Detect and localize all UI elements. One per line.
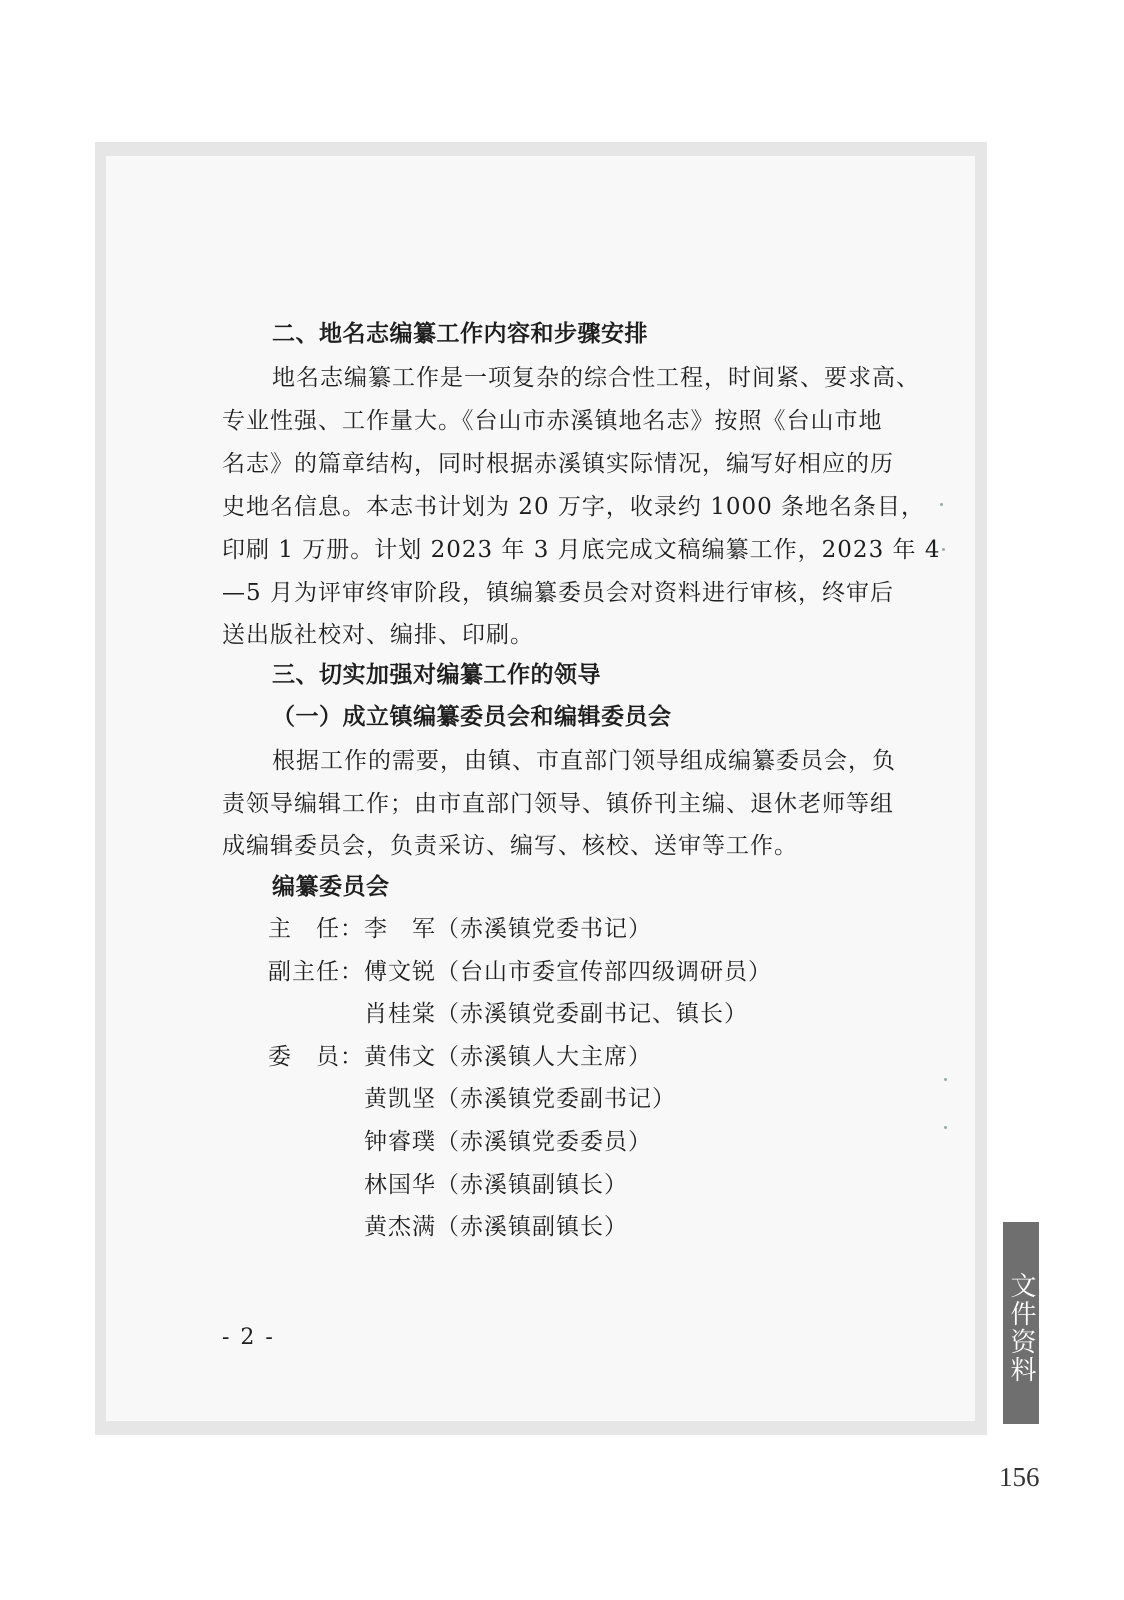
- scan-speck: [944, 1126, 947, 1129]
- member-label: 委 员：: [268, 1044, 364, 1070]
- scan-speck: [944, 1078, 947, 1081]
- page-number: - 2 -: [222, 1325, 275, 1350]
- section2-line-1: 地名志编纂工作是一项复杂的综合性工程，时间紧、要求高、: [272, 365, 920, 391]
- committee-title: 编纂委员会: [272, 874, 390, 900]
- scan-speck: [940, 503, 943, 506]
- section3-line-2: 责领导编辑工作；由市直部门领导、镇侨刊主编、退休老师等组: [222, 791, 894, 817]
- member-entry-5: 黄杰满（赤溪镇副镇长）: [364, 1214, 628, 1240]
- section2-line-7: 送出版社校对、编排、印刷。: [222, 622, 534, 648]
- deputy-label: 副主任：: [268, 959, 364, 985]
- deputy-entry-1: 傅文锐（台山市委宣传部四级调研员）: [364, 959, 772, 985]
- section2-heading: 二、地名志编纂工作内容和步骤安排: [272, 321, 648, 347]
- section2-line-5: 印刷 1 万册。计划 2023 年 3 月底完成文稿编纂工作，2023 年 4: [222, 537, 941, 563]
- section2-line-3: 名志》的篇章结构，同时根据赤溪镇实际情况，编写好相应的历: [222, 451, 894, 477]
- section3-line-1: 根据工作的需要，由镇、市直部门领导组成编纂委员会，负: [272, 748, 896, 774]
- folio-number: 156: [999, 1462, 1040, 1492]
- member-entry-4: 林国华（赤溪镇副镇长）: [364, 1172, 628, 1198]
- deputy-entry-2: 肖桂棠（赤溪镇党委副书记、镇长）: [364, 1001, 748, 1027]
- section2-line-2: 专业性强、工作量大。《台山市赤溪镇地名志》按照《台山市地: [222, 408, 883, 434]
- member-entry-3: 钟睿璞（赤溪镇党委委员）: [364, 1129, 652, 1155]
- director-entry: 李 军（赤溪镇党委书记）: [364, 916, 652, 942]
- section2-line-6: —5 月为评审终审阶段，镇编纂委员会对资料进行审核，终审后: [222, 580, 894, 606]
- section3-heading: 三、切实加强对编纂工作的领导: [272, 662, 601, 688]
- director-label: 主 任：: [268, 916, 364, 942]
- section3-line-3: 成编辑委员会，负责采访、编写、核校、送审等工作。: [222, 833, 798, 859]
- side-tab: [1003, 1222, 1039, 1424]
- scan-speck: [942, 548, 945, 551]
- side-tab-label: 文件资料: [1006, 1272, 1036, 1384]
- section2-line-4: 史地名信息。本志书计划为 20 万字，收录约 1000 条地名条目，: [222, 494, 926, 520]
- member-entry-1: 黄伟文（赤溪镇人大主席）: [364, 1044, 652, 1070]
- section3-subheading: （一）成立镇编纂委员会和编辑委员会: [272, 704, 672, 730]
- member-entry-2: 黄凯坚（赤溪镇党委副书记）: [364, 1086, 676, 1112]
